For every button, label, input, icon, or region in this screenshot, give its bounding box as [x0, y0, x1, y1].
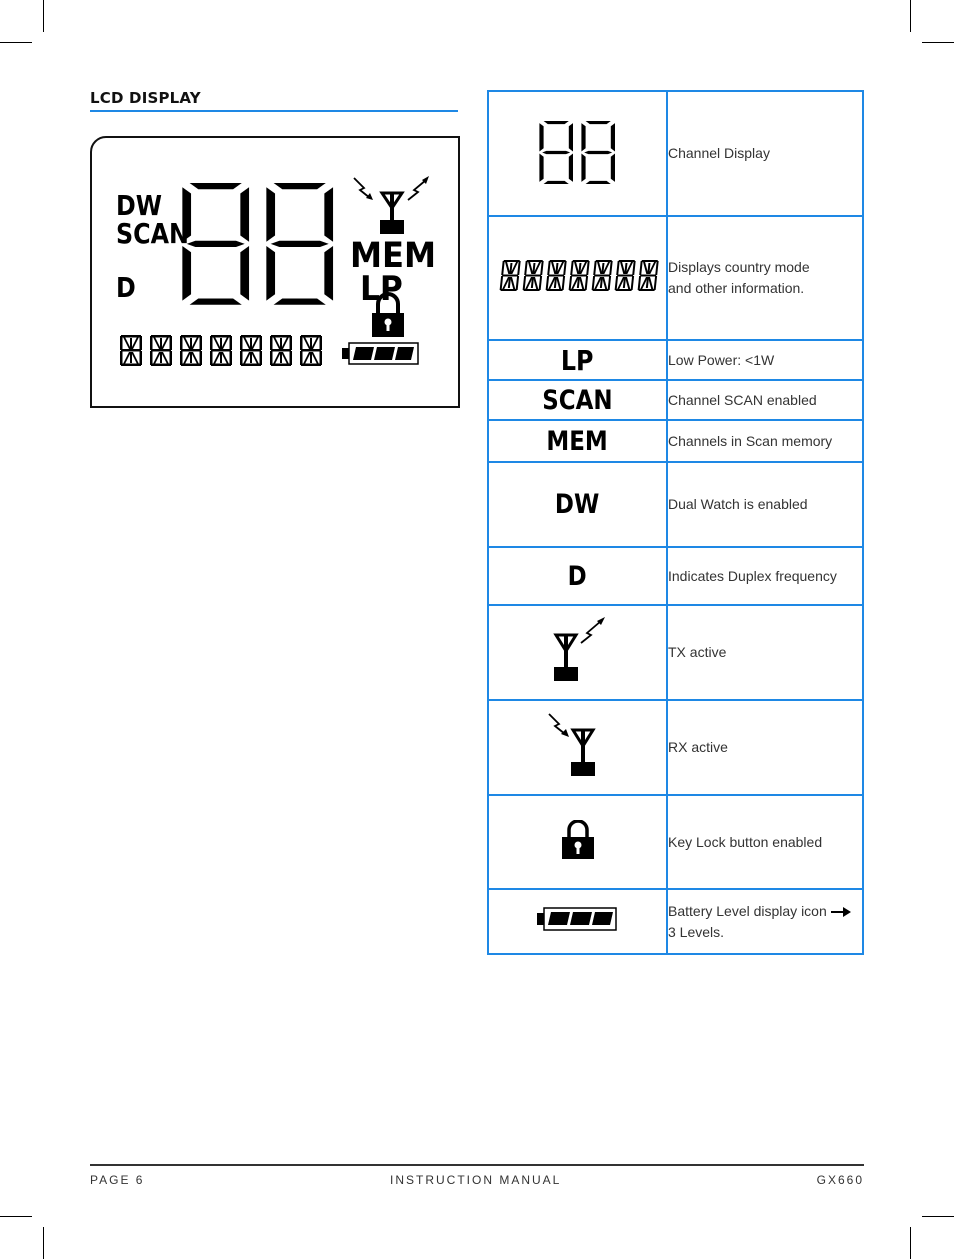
- table-row: [488, 462, 863, 547]
- battery-icon: [536, 905, 620, 933]
- description-cell: [667, 605, 863, 700]
- icon-cell: [488, 420, 667, 462]
- description-text: Dual Watch is enabled: [668, 496, 808, 512]
- dw-label: DW: [116, 189, 163, 222]
- description-cell: [667, 380, 863, 420]
- description-text: Key Lock button enabled: [668, 833, 823, 850]
- description-cell: [667, 91, 863, 216]
- table-row: [488, 216, 863, 340]
- d-icon-text: D: [567, 560, 588, 592]
- table-row: [488, 605, 863, 700]
- crop-mark: [43, 1227, 44, 1259]
- description-text: RX active: [668, 739, 728, 755]
- icon-legend-table: [487, 90, 864, 955]
- mem-icon-text: MEM: [546, 425, 609, 457]
- table-row: [488, 700, 863, 795]
- icon-cell: [488, 795, 667, 889]
- crop-mark: [910, 1227, 911, 1259]
- icon-cell: [488, 700, 667, 795]
- footer-manual-title: INSTRUCTION MANUAL: [390, 1173, 562, 1187]
- icon-cell: [488, 462, 667, 547]
- crop-mark: [910, 0, 911, 32]
- crop-mark: [0, 1216, 32, 1217]
- scan-label: SCAN: [116, 217, 189, 250]
- footer-page-number: PAGE 6: [90, 1173, 145, 1187]
- lcd-display-illustration: [90, 136, 460, 408]
- table-row: [488, 380, 863, 420]
- mem-label: MEM: [350, 236, 437, 276]
- table-row: [488, 547, 863, 605]
- description-cell: [667, 420, 863, 462]
- icon-cell: [488, 340, 667, 380]
- icon-cell: [488, 380, 667, 420]
- description-text: Channels in Scan memory: [668, 432, 833, 449]
- tx-antenna-icon: [543, 615, 613, 685]
- dw-icon-text: DW: [555, 489, 600, 520]
- icon-cell: [488, 889, 667, 954]
- icon-cell: [488, 605, 667, 700]
- description-text: Displays country mode: [668, 259, 810, 275]
- description-text: and other information.: [668, 280, 805, 296]
- arrow-right-icon: [831, 907, 851, 917]
- lp-icon-text: LP: [561, 343, 594, 377]
- duplex-label: D: [116, 271, 136, 304]
- crop-mark: [43, 0, 44, 32]
- padlock-icon: [558, 820, 598, 860]
- description-text: TX active: [668, 644, 727, 660]
- description-text: [668, 901, 862, 922]
- icon-cell: [488, 91, 667, 216]
- description-text: Indicates Duplex frequency: [668, 567, 837, 584]
- table-row: [488, 340, 863, 380]
- lp-label: LP: [360, 269, 403, 309]
- description-text: 3 Levels.: [668, 923, 725, 940]
- description-text: Low Power: <1W: [668, 351, 775, 368]
- description-cell: [667, 216, 863, 340]
- table-row: [488, 795, 863, 889]
- description-cell: [667, 889, 863, 954]
- description-text: Channel Display: [668, 145, 770, 161]
- table-row: [488, 889, 863, 954]
- description-cell: [667, 340, 863, 380]
- crop-mark: [922, 42, 954, 43]
- description-cell: [667, 547, 863, 605]
- alphanumeric-segments-icon: [497, 258, 659, 294]
- footer-model: GX660: [816, 1173, 864, 1187]
- table-row: [488, 420, 863, 462]
- scan-icon-text: SCAN: [542, 384, 613, 416]
- table-row: [488, 91, 863, 216]
- description-cell: [667, 795, 863, 889]
- section-title: LCD DISPLAY: [90, 89, 458, 112]
- icon-cell: [488, 547, 667, 605]
- icon-cell: [488, 216, 667, 340]
- description-text: Battery Level display icon: [668, 902, 827, 919]
- description-text: Channel SCAN enabled: [668, 391, 817, 408]
- description-cell: [667, 462, 863, 547]
- footer-rule: [90, 1164, 864, 1166]
- crop-mark: [922, 1216, 954, 1217]
- crop-mark: [0, 42, 32, 43]
- rx-antenna-icon: [543, 710, 613, 780]
- description-cell: [667, 700, 863, 795]
- channel-digits-icon: [533, 116, 623, 186]
